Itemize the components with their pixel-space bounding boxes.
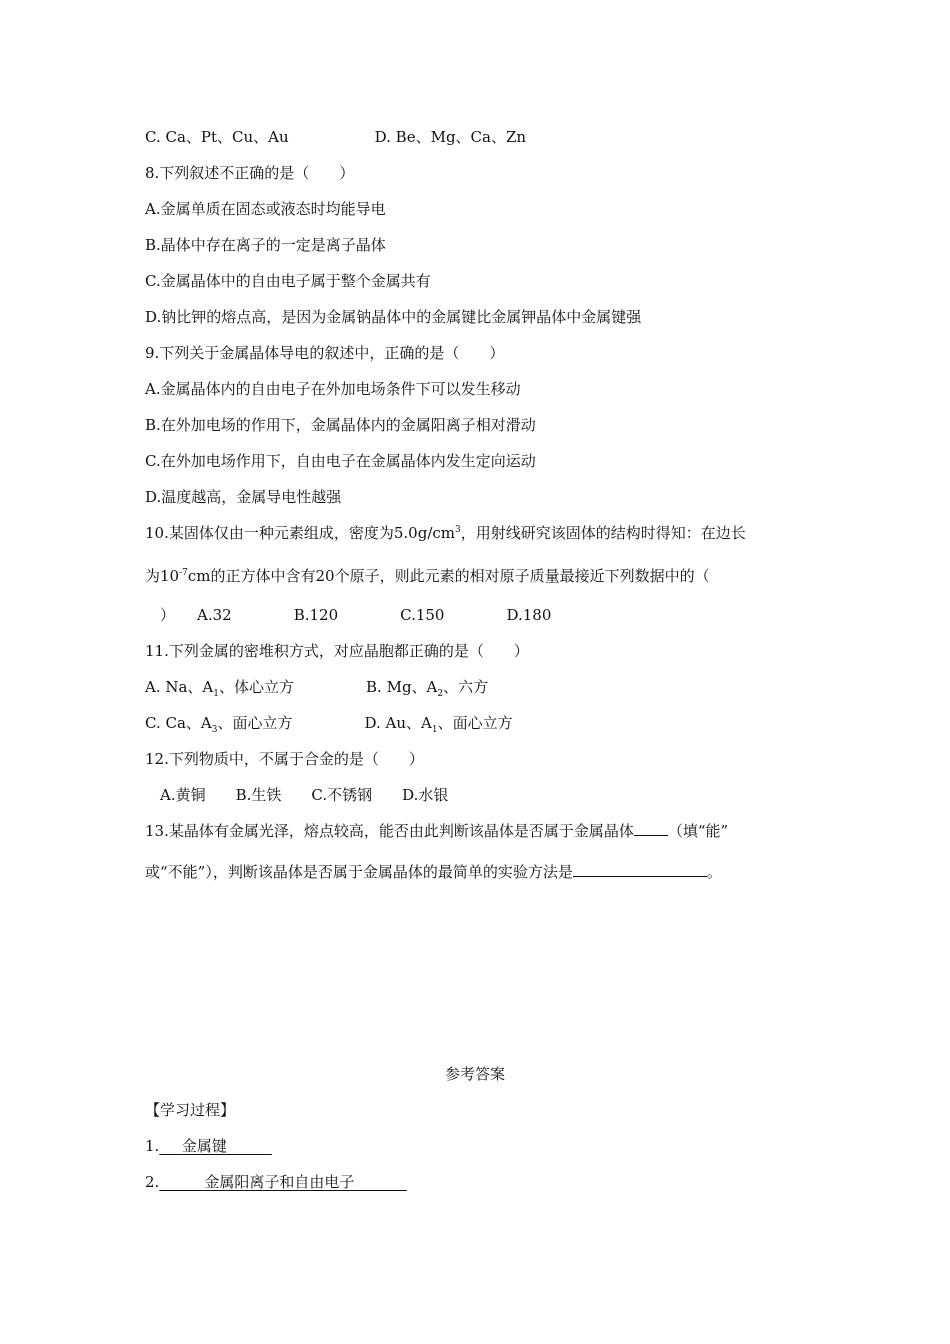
q12-option-a: A.黄铜: [160, 786, 206, 804]
q12-options-row: [160, 785, 448, 805]
q11-option-a: A. Na、$A_1$、体心立方: [145, 678, 295, 699]
q8-option-d: D.钠比钾的熔点高，是因为金属钠晶体中的金属键比金属钾晶体中金属键强: [145, 308, 642, 326]
answers-title: 参考答案: [444, 1065, 505, 1083]
answer-2-text: 金属阳离子和自由电子: [204, 1173, 355, 1191]
q7-options-row: [145, 127, 526, 147]
q11-option-d: D. Au、$A_1$、面心立方: [364, 714, 513, 735]
q10-paren: ）: [145, 606, 176, 624]
q13-line-2: 或“不能”），判断该晶体是否属于金属晶体的最简单的实验方法是 。: [145, 863, 722, 881]
q13-line-1: 13.某晶体有金属光泽，熔点较高，能否由此判断该晶体是否属于金属晶体 （填“能”: [145, 822, 729, 840]
q9-option-c: C.在外加电场作用下，自由电子在金属晶体内发生定向运动: [145, 452, 536, 470]
q12-option-b: B.生铁: [235, 786, 282, 804]
q10-option-c: C.150: [400, 606, 445, 624]
q8-option-a: A.金属单质在固态或液态时均能导电: [145, 200, 386, 218]
q7-option-c: C. Ca、Pt、Cu、Au: [145, 128, 289, 146]
q11-option-c: C. Ca、$A_3$、面心立方: [145, 714, 293, 735]
q12-option-d: D.水银: [402, 786, 449, 804]
answers-section-heading: 【学习过程】: [145, 1101, 236, 1119]
q12-stem: 12.下列物质中，不属于合金的是（ ）: [145, 750, 424, 768]
q11-options-row-2: [145, 713, 513, 733]
q13-blank-1[interactable]: [634, 821, 668, 836]
q10-option-a: A.32: [197, 606, 232, 624]
answer-1: 1. 金属键: [145, 1136, 272, 1156]
q9-option-a: A.金属晶体内的自由电子在外加电场条件下可以发生移动: [145, 380, 521, 398]
q10-line-1: 10.某固体仅由一种元素组成，密度为$5.0g/cm^3$，用射线研究该固体的结构时得知：在边长: [145, 524, 746, 542]
q12-option-c: C.不锈钢: [311, 786, 373, 804]
q13-blank-2[interactable]: [573, 862, 707, 877]
q9-option-b: B.在外加电场的作用下，金属晶体内的金属阳离子相对滑动: [145, 416, 536, 434]
q8-option-b: B.晶体中存在离子的一定是离子晶体: [145, 236, 386, 254]
q8-option-c: C.金属晶体中的自由电子属于整个金属共有: [145, 272, 431, 290]
q10-line-2: 为$10^{-7}cm$的正方体中含有20个原子，则此元素的相对原子质量最接近下列数据中的（: [145, 567, 710, 585]
q10-option-d: D.180: [506, 606, 552, 624]
q10-option-b: B.120: [293, 606, 339, 624]
q7-option-d: D. Be、Mg、Ca、Zn: [374, 128, 527, 146]
answer-2: 2. 金属阳离子和自由电子: [145, 1172, 407, 1192]
q9-stem: 9.下列关于金属晶体导电的叙述中，正确的是（ ）: [145, 344, 505, 362]
answer-1-text: 金属键: [181, 1137, 227, 1155]
q11-stem: 11.下列金属的密堆积方式，对应晶胞都正确的是（ ）: [145, 642, 529, 660]
q9-option-d: D.温度越高，金属导电性越强: [145, 488, 342, 506]
q10-options-row: [145, 605, 551, 625]
q8-stem: 8.下列叙述不正确的是（ ）: [145, 164, 355, 182]
q11-option-b: B. Mg、$A_2$、六方: [366, 678, 489, 699]
q11-options-row-1: [145, 677, 488, 697]
